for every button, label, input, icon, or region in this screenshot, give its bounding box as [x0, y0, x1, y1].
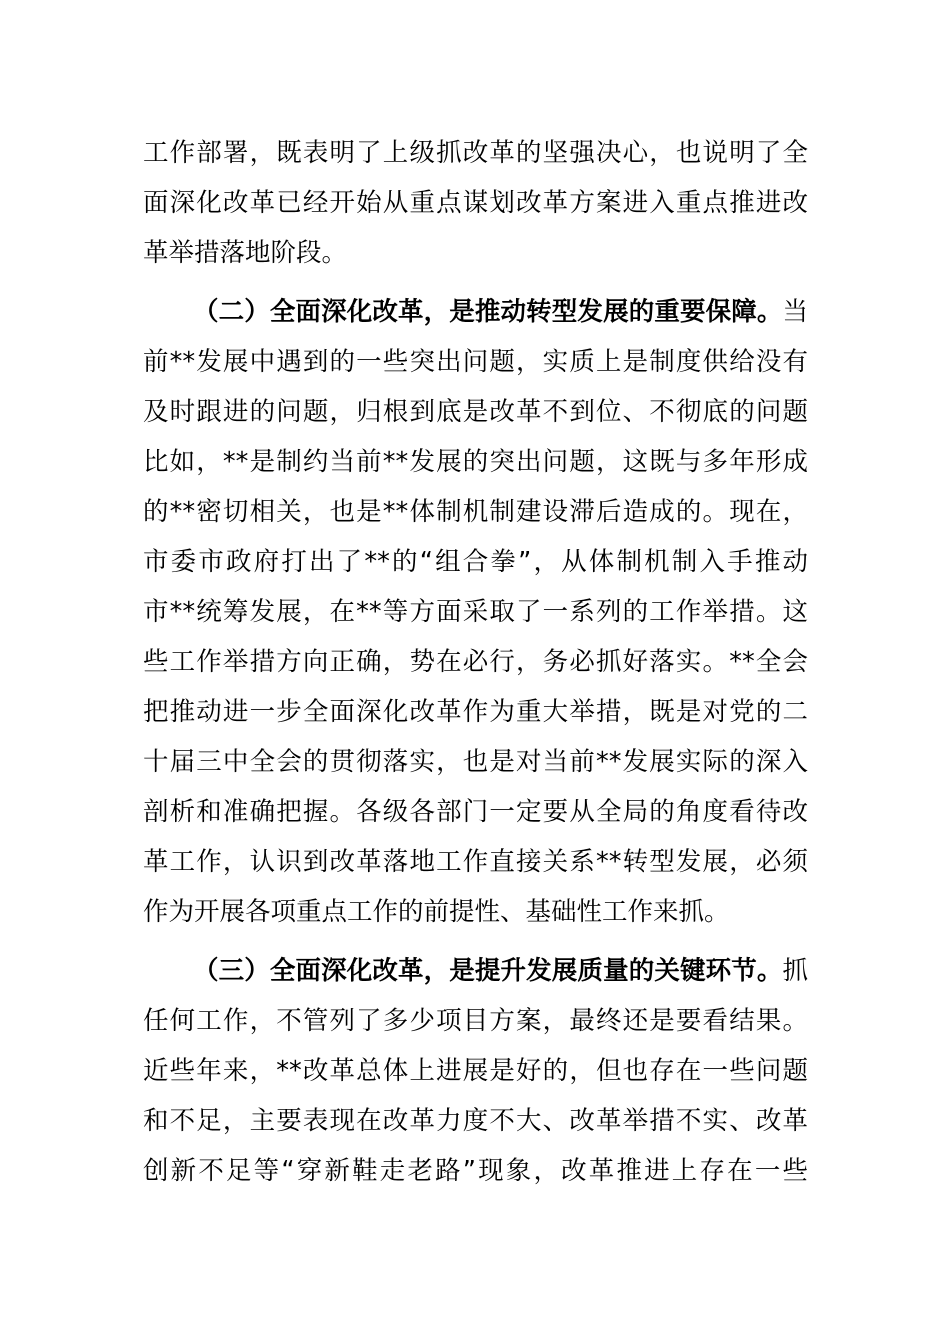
text-line: 的**密切相关，也是**体制机制建设滞后造成的。现在， [143, 497, 808, 527]
heading-line-rest: 当 [782, 297, 808, 327]
text-line: 剖析和准确把握。各级各部门一定要从全局的角度看待改 [143, 797, 808, 827]
paragraph-1 [143, 128, 808, 278]
text-line: 革工作，认识到改革落地工作直接关系**转型发展，必须 [143, 847, 808, 877]
text-line: 面深化改革已经开始从重点谋划改革方案进入重点推进改 [143, 188, 808, 218]
text-line: 市**统筹发展，在**等方面采取了一系列的工作举措。这 [143, 597, 808, 627]
text-line: 和不足，主要表现在改革力度不大、改革举措不实、改革 [143, 1106, 808, 1136]
text-line: 及时跟进的问题，归根到底是改革不到位、不彻底的问题 [143, 397, 808, 427]
text-line: 些工作举措方向正确，势在必行，务必抓好落实。**全会 [143, 647, 808, 677]
section-heading: （三）全面深化改革，是提升发展质量的关键环节。 [193, 956, 783, 986]
section-heading: （二）全面深化改革，是推动转型发展的重要保障。 [193, 297, 783, 327]
text-line: 作为开展各项重点工作的前提性、基础性工作来抓。 [143, 897, 730, 927]
text-line: 比如，**是制约当前**发展的突出问题，这既与多年形成 [143, 447, 808, 477]
paragraph-heading-line [143, 287, 808, 337]
heading-line-rest: 抓 [782, 956, 808, 986]
text-line: 把推动进一步全面深化改革作为重大举措，既是对党的二 [143, 697, 808, 727]
text-line: 任何工作，不管列了多少项目方案，最终还是要看结果。 [143, 1006, 808, 1036]
text-line: 近些年来，**改革总体上进展是好的，但也存在一些问题 [143, 1056, 808, 1086]
text-line: 工作部署，既表明了上级抓改革的坚强决心，也说明了全 [143, 138, 808, 168]
text-line: 前**发展中遇到的一些突出问题，实质上是制度供给没有 [143, 347, 808, 377]
paragraph-heading-line [143, 946, 808, 996]
paragraph-3 [143, 946, 808, 1196]
text-line: 市委市政府打出了**的“组合拳”，从体制机制入手推动 [143, 547, 808, 577]
text-line: 十届三中全会的贯彻落实，也是对当前**发展实际的深入 [143, 747, 808, 777]
text-line: 创新不足等“穿新鞋走老路”现象，改革推进上存在一些 [143, 1156, 808, 1186]
text-line: 革举措落地阶段。 [143, 238, 348, 268]
paragraph-2 [143, 287, 808, 937]
